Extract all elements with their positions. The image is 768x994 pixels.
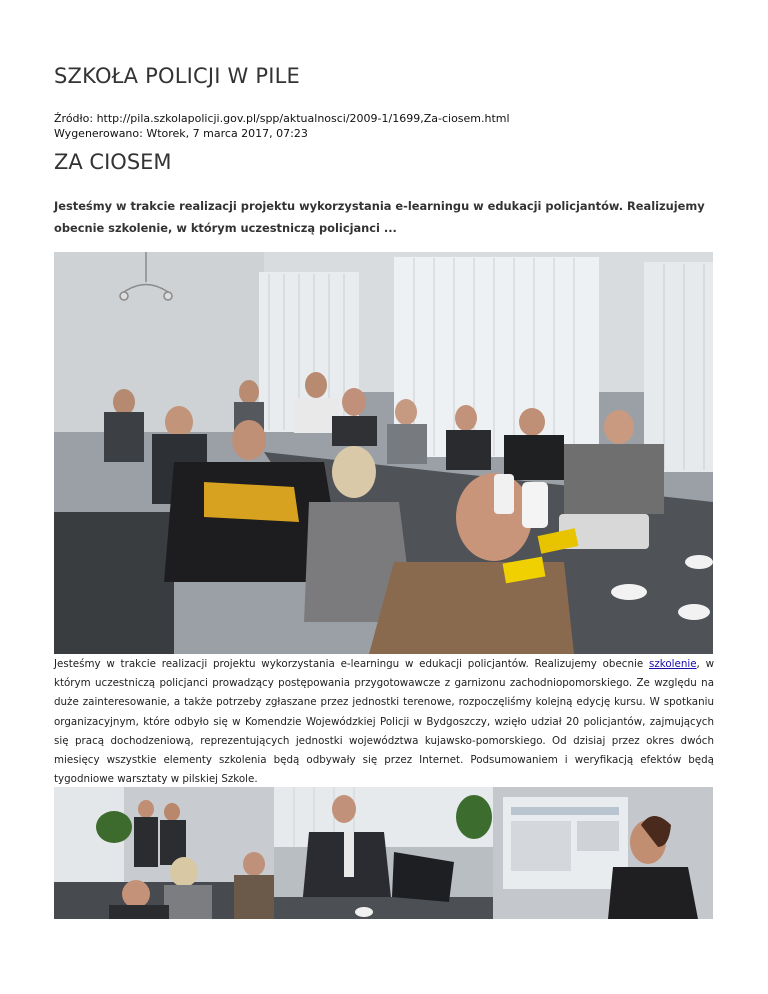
gallery-photo-3 bbox=[493, 787, 713, 919]
training-link[interactable]: szkolenie bbox=[648, 658, 697, 670]
article-body bbox=[54, 655, 714, 789]
article-body-text-start: Jesteśmy w trakcie realizacji projektu wykorzystania e-learningu w edukacji policjantów. Realizujemy obecnie bbox=[54, 658, 649, 670]
article-lead: Jesteśmy w trakcie realizacji projektu wykorzystania e-learningu w edukacji policjantów. Realizujemy obecnie szkolenie, w którym uczestniczą policjanci ... bbox=[54, 199, 705, 235]
gallery-photo-1 bbox=[54, 787, 274, 919]
photo-gallery bbox=[54, 787, 713, 919]
main-photo bbox=[54, 252, 713, 654]
site-title: SZKOŁA POLICJI W PILE bbox=[54, 64, 300, 88]
article-title: ZA CIOSEM bbox=[54, 150, 172, 174]
source-url: Źródło: http://pila.szkolapolicji.gov.pl/spp/aktualnosci/2009-1/1699,Za-ciosem.html bbox=[54, 112, 510, 125]
generated-date: Wygenerowano: Wtorek, 7 marca 2017, 07:23 bbox=[54, 127, 308, 140]
document-meta bbox=[54, 111, 510, 141]
gallery-photo-2 bbox=[274, 787, 493, 919]
article-body-text-end: , w którym uczestniczą policjanci prowadzący postępowania przygotowawcze z garnizonu zachodniopomorskiego. Ze względu na duże zainteresowanie, a także potrzeby zgłaszane przez jednostki terenowe, rozpoczęliśmy kolejną edycję kursu. W spotkaniu organizacyjnym, które odbyło się w Komendzie Wojewódzkiej Policji w Bydgoszczy, wzięło udział 20 policjantów, zajmujących się pracą dochodzeniową, reprezentujących jednostki województwa kujawsko-pomorskiego. Od dzisiaj przez okres dwóch miesięcy wszystkie elementy szkolenia będą odbywały się przez Internet. Podsumowaniem i weryfikacją efektów będą tygodniowe warsztaty w pilskiej Szkole. bbox=[54, 658, 715, 786]
